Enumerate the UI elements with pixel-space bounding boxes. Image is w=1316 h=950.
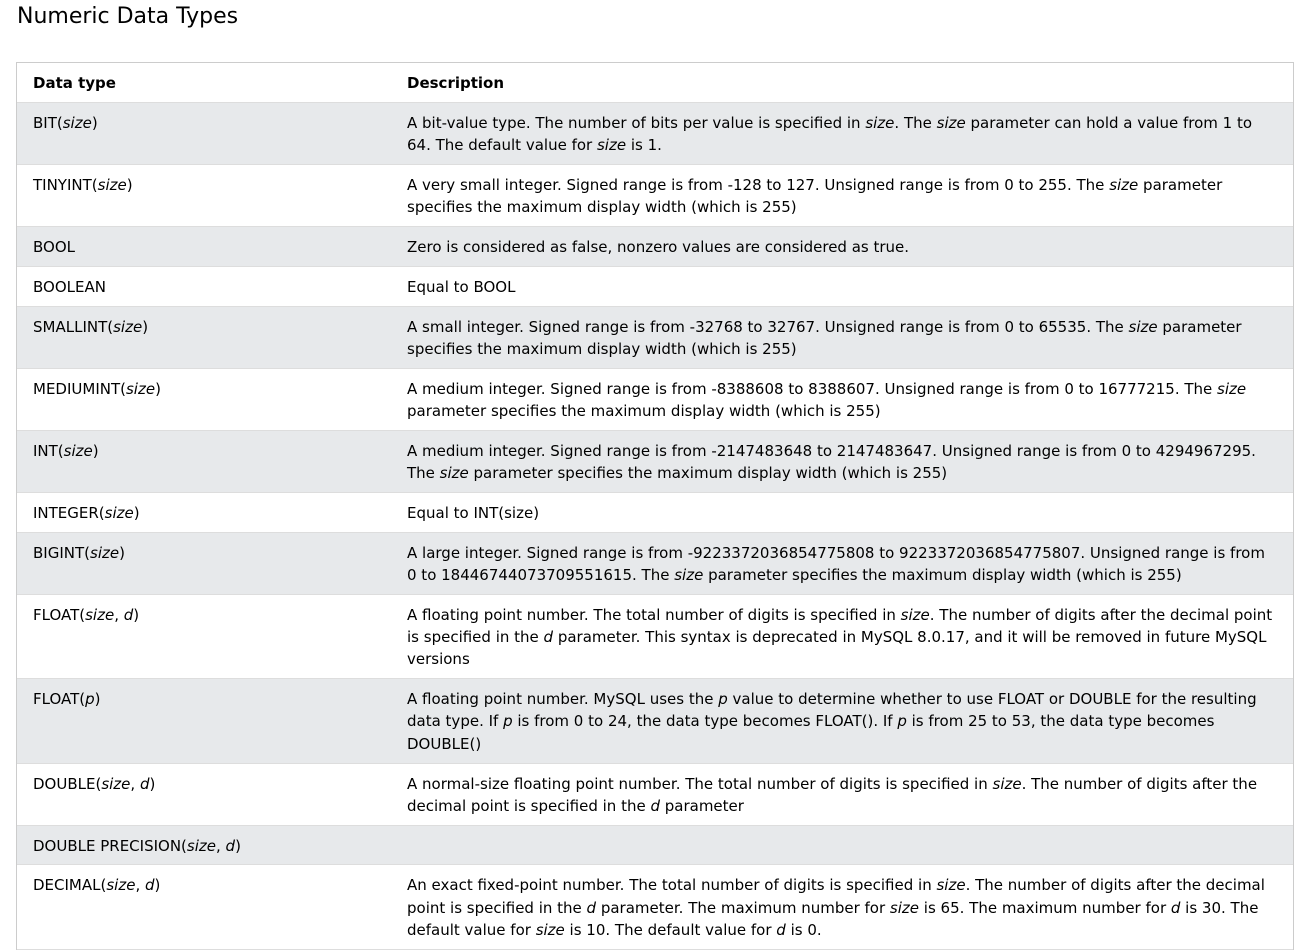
italic-parameter: size [535, 921, 565, 940]
text-segment: parameter. This syntax is deprecated in MySQL 8.0.17, and it will be removed in future MySQL versions [407, 628, 1267, 669]
description-cell [391, 825, 1293, 865]
table-row [17, 306, 1293, 368]
italic-parameter: size [97, 175, 127, 194]
text-segment: ) [154, 876, 161, 895]
italic-parameter: size [936, 876, 966, 895]
italic-parameter: size [889, 898, 920, 917]
column-header-data-type: Data type [17, 63, 391, 102]
text-segment: BOOL [33, 237, 75, 256]
text-segment: MEDIUMINT( [33, 379, 126, 398]
italic-parameter: size [106, 876, 136, 895]
text-segment: , [135, 876, 145, 895]
text-segment: parameter specifies the maximum display width (which is 255) [468, 464, 948, 483]
text-segment: ) [92, 441, 99, 460]
italic-parameter: size [104, 503, 134, 522]
data-type-cell [17, 266, 391, 306]
text-segment: parameter specifies the maximum display width (which is 255) [407, 401, 881, 420]
italic-parameter: size [62, 113, 92, 132]
data-type-cell [17, 226, 391, 266]
text-segment: is 1. [626, 136, 662, 155]
italic-parameter: size [865, 113, 895, 132]
numeric-data-types-table-container [16, 62, 1294, 950]
text-segment: parameter. The maximum number for [596, 898, 890, 917]
table-row [17, 226, 1293, 266]
description-cell [391, 164, 1293, 226]
table-row [17, 102, 1293, 164]
description-cell [391, 594, 1293, 678]
data-type-cell [17, 430, 391, 492]
text-segment: DOUBLE PRECISION( [33, 836, 187, 855]
italic-parameter: d [139, 774, 150, 793]
text-segment: TINYINT( [33, 175, 98, 194]
text-segment: An exact fixed-point number. The total number of digits is specified in [407, 876, 937, 895]
text-segment: BIGINT( [33, 543, 90, 562]
italic-parameter: size [125, 379, 156, 398]
description-cell [391, 306, 1293, 368]
table-row [17, 679, 1293, 763]
data-type-cell [17, 306, 391, 368]
italic-parameter: size [85, 605, 115, 624]
italic-parameter: size [900, 605, 930, 624]
page-title: Numeric Data Types [17, 4, 239, 29]
description-cell [391, 430, 1293, 492]
text-segment: ) [235, 836, 241, 855]
description-cell [391, 266, 1293, 306]
text-segment: DECIMAL( [33, 876, 107, 895]
numeric-data-types-table [17, 63, 1293, 950]
text-segment: Equal to INT(size) [407, 503, 540, 522]
description-cell [391, 102, 1293, 164]
italic-parameter: size [674, 565, 704, 584]
text-segment: ) [119, 543, 125, 562]
italic-parameter: size [1217, 379, 1247, 398]
data-type-cell [17, 594, 391, 678]
table-row [17, 492, 1293, 532]
italic-parameter: size [596, 136, 627, 155]
text-segment: parameter can hold a value from 1 to 64. The default value for [407, 113, 1253, 155]
text-segment: parameter specifies the maximum display width (which is 255) [407, 317, 1242, 358]
text-segment: parameter specifies the maximum display width (which is 255) [407, 175, 1223, 217]
italic-parameter: d [776, 921, 786, 940]
table-row [17, 763, 1293, 825]
text-segment: parameter [659, 796, 744, 815]
text-segment: . The [894, 113, 937, 132]
text-segment: ) [94, 690, 101, 709]
italic-parameter: size [90, 543, 120, 562]
data-type-cell [17, 532, 391, 594]
text-segment: FLOAT( [33, 605, 86, 624]
text-segment: is from 25 to 53, the data type becomes DOUBLE() [407, 712, 1215, 753]
text-segment: A medium integer. Signed range is from -2147483648 to 2147483647. Unsigned range is from 0 to 4294967295. The [407, 441, 1256, 483]
italic-parameter: size [63, 441, 93, 460]
description-cell [391, 492, 1293, 532]
data-type-cell [17, 825, 391, 865]
data-type-cell [17, 679, 391, 763]
text-segment: INTEGER( [33, 503, 105, 522]
text-segment: is 65. The maximum number for [919, 898, 1171, 917]
italic-parameter: p [85, 690, 95, 709]
italic-parameter: d [144, 876, 155, 895]
data-type-cell [17, 763, 391, 825]
italic-parameter: d [650, 796, 660, 815]
table-row [17, 532, 1293, 594]
text-segment: DOUBLE( [33, 774, 102, 793]
italic-parameter: p [718, 690, 728, 709]
text-segment: Equal to BOOL [407, 277, 516, 296]
italic-parameter: size [113, 317, 143, 336]
table-body [17, 102, 1293, 949]
text-segment: FLOAT( [33, 690, 86, 709]
text-segment: A floating point number. The total number of digits is specified in [407, 605, 901, 624]
table-row [17, 865, 1293, 949]
description-cell [391, 763, 1293, 825]
data-type-cell [17, 492, 391, 532]
description-cell [391, 226, 1293, 266]
text-segment: BIT( [33, 113, 63, 132]
text-segment: A normal-size floating point number. The total number of digits is specified in [407, 774, 993, 793]
text-segment: A medium integer. Signed range is from -8388608 to 8388607. Unsigned range is from 0 to 16777215. The [407, 379, 1218, 398]
table-row [17, 266, 1293, 306]
text-segment: is 0. [785, 921, 822, 940]
italic-parameter: size [1109, 175, 1139, 194]
italic-parameter: size [992, 774, 1022, 793]
italic-parameter: p [897, 712, 907, 731]
italic-parameter: d [1170, 898, 1181, 917]
text-segment: is from 0 to 24, the data type becomes FLOAT(). If [512, 712, 898, 731]
text-segment: INT( [33, 441, 64, 460]
table-row [17, 368, 1293, 430]
italic-parameter: size [186, 836, 216, 855]
italic-parameter: d [586, 898, 597, 917]
table-row [17, 594, 1293, 678]
italic-parameter: d [543, 628, 554, 647]
text-segment: A small integer. Signed range is from -32768 to 32767. Unsigned range is from 0 to 65535. The [407, 317, 1129, 336]
text-segment: ) [133, 605, 140, 624]
text-segment: ) [133, 503, 140, 522]
text-segment: A bit-value type. The number of bits per value is specified in [407, 113, 866, 132]
text-segment: ) [126, 175, 133, 194]
italic-parameter: size [936, 113, 966, 132]
description-cell [391, 865, 1293, 949]
text-segment: ) [155, 379, 161, 398]
text-segment: A very small integer. Signed range is from -128 to 127. Unsigned range is from 0 to 255. The [407, 175, 1110, 194]
italic-parameter: size [439, 464, 469, 483]
text-segment: , [216, 836, 226, 855]
text-segment: , [114, 605, 124, 624]
text-segment: . The number of digits after the decimal point is specified in the [407, 774, 1258, 815]
text-segment: BOOLEAN [33, 277, 106, 296]
italic-parameter: size [101, 774, 131, 793]
text-segment: A floating point number. MySQL uses the [407, 690, 719, 709]
italic-parameter: d [123, 605, 134, 624]
data-type-cell [17, 368, 391, 430]
description-cell [391, 532, 1293, 594]
table-row [17, 825, 1293, 865]
table-header-row [17, 63, 1293, 102]
text-segment: ) [149, 774, 156, 793]
table-row [17, 164, 1293, 226]
text-segment: A large integer. Signed range is from -9223372036854775808 to 9223372036854775807. Unsigned range is from 0 to 18446744073709551615. The [407, 543, 1265, 584]
data-type-cell [17, 102, 391, 164]
data-type-cell [17, 865, 391, 949]
text-segment: is 30. The default value for [407, 898, 1259, 940]
text-segment: SMALLINT( [33, 317, 114, 336]
italic-parameter: p [503, 712, 513, 731]
text-segment: is 10. The default value for [564, 921, 777, 940]
italic-parameter: size [1128, 317, 1158, 336]
italic-parameter: d [225, 836, 236, 855]
text-segment: value to determine whether to use FLOAT or DOUBLE for the resulting data type. If [407, 690, 1257, 731]
column-header-description: Description [391, 63, 1293, 102]
table-row [17, 430, 1293, 492]
text-segment: ) [91, 113, 98, 132]
text-segment: , [130, 774, 140, 793]
text-segment: parameter specifies the maximum display width (which is 255) [703, 565, 1182, 584]
description-cell [391, 368, 1293, 430]
data-type-cell [17, 164, 391, 226]
text-segment: . The number of digits after the decimal point is specified in the [407, 876, 1265, 917]
text-segment: ) [142, 317, 149, 336]
text-segment: . The number of digits after the decimal point is specified in the [407, 605, 1273, 647]
text-segment: Zero is considered as false, nonzero values are considered as true. [407, 237, 910, 256]
description-cell [391, 679, 1293, 763]
